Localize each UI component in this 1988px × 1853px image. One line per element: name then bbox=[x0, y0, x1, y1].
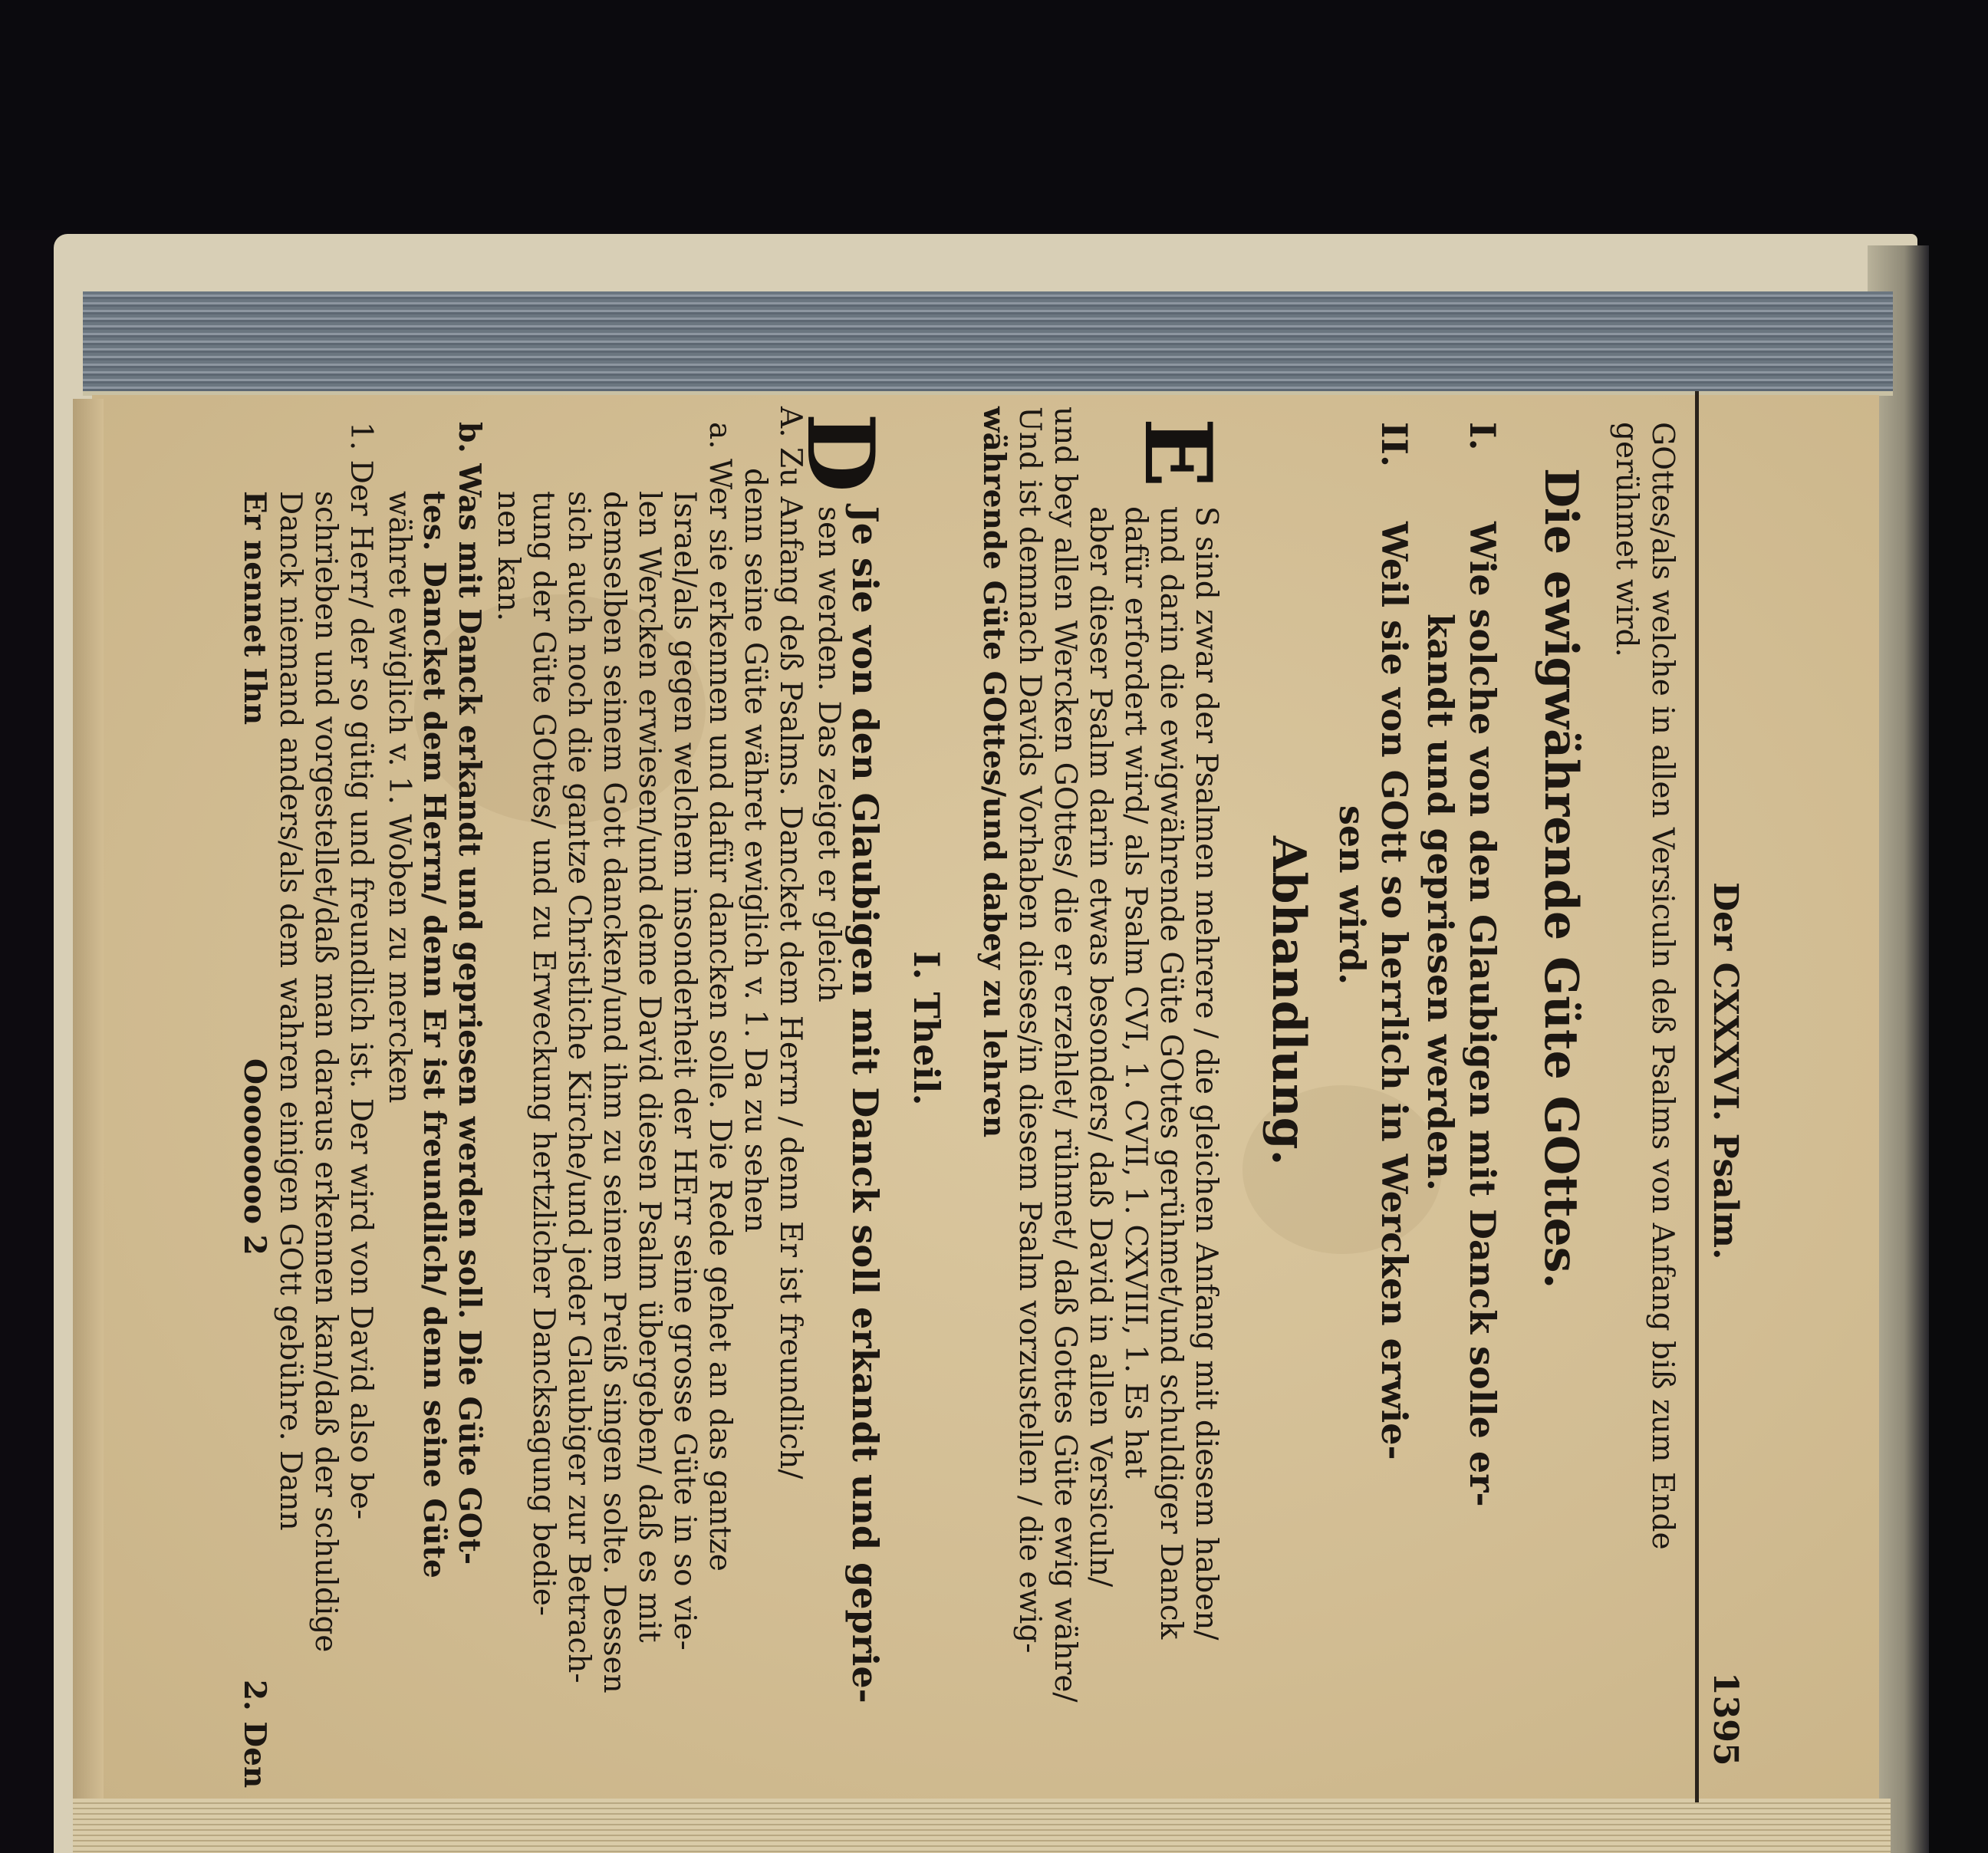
running-head bbox=[1691, 391, 1776, 1802]
catchword: 2. Den bbox=[237, 1680, 272, 1789]
theil-line: len Wercken erwiesen/und deme David diesen Psalm übergeben/ daß es mit bbox=[632, 491, 667, 1643]
abhandlung-line: dafür erfordert wird/ als Psalm CVI, 1. CVII, 1. CXVIII, 1. Es hat bbox=[1118, 506, 1153, 1479]
page-gutter bbox=[73, 399, 104, 1799]
theil-line: a. Wer sie erkennen und dafür dancken solle. Die Rede gehet an das gantze bbox=[703, 422, 737, 1572]
outline-numeral: I. bbox=[1462, 422, 1503, 451]
psalm-title: Der CXXXVI. Psalm. bbox=[1706, 882, 1745, 1260]
theil-line: A. Zu Anfang deß Psalms. Dancket dem Herrn / denn Er ist freundlich/ bbox=[773, 406, 808, 1479]
theil-line: Israel/als gegen welchem insonderheit der HErr seine grosse Güte in so vie- bbox=[667, 491, 702, 1651]
outline-line: sen wird. bbox=[1331, 805, 1373, 986]
theil-line: denn seine Güte währet ewiglich v. 1. Da zu sehen bbox=[738, 468, 772, 1233]
abhandlung-line: aber dieser Psalm darin etwas besonders/ daß David in allen Versiculn/ bbox=[1083, 506, 1117, 1588]
page-number: 1395 bbox=[1706, 1672, 1745, 1766]
abhandlung-line: und darin die ewigwährende Güte GOttes gerühmet/und schuldiger Danck bbox=[1154, 506, 1188, 1640]
abhandlung-line: und bey allen Wercken GOttes/ die er erzehlet/ rühmet/ daß Gottes Güte ewig währe/ bbox=[1048, 406, 1082, 1703]
abhandlung-line: währende Güte GOttes/und dabey zu lehren bbox=[976, 406, 1012, 1138]
theil-line: sen werden. Das zeiget er gleich bbox=[811, 506, 846, 1002]
page-block-edge bbox=[83, 291, 1893, 396]
part-heading: I. Theil. bbox=[906, 951, 947, 1106]
lower-page-edges bbox=[73, 1799, 1891, 1853]
theil-line: Je sie von den Glaubigen mit Danck soll erkandt und geprie- bbox=[844, 506, 886, 1703]
theil-line: demselben seinem Gott dancken/und ihm zu seinem Preiß singen solte. Dessen bbox=[597, 491, 631, 1693]
theil-line: tes. Dancket dem Herrn/ denn Er ist freundlich/ denn seine Güte bbox=[416, 491, 452, 1578]
intro-line: gerühmet wird. bbox=[1609, 422, 1644, 657]
theil-line: schrieben und vorgestellet/daß man daraus erkennen kan/daß der schuldige bbox=[308, 491, 343, 1653]
outline-line: Weil sie von GOtt so herrlich in Wercken erwie- bbox=[1374, 522, 1415, 1460]
abhandlung-line: Und ist demnach Davids Vorhaben dieses/in diesem Psalm vorzustellen / die ewig- bbox=[1012, 406, 1047, 1654]
theil-line: 1. Der Herr/ der so gütig und freundlich ist. Der wird von David also be- bbox=[344, 422, 378, 1520]
theil-line: nen kan. bbox=[491, 491, 525, 622]
signature-mark: Oooooooo 2 bbox=[237, 1058, 272, 1256]
main-heading: Die ewigwährende Güte GOttes. bbox=[1534, 468, 1588, 1289]
dropcap-d: D bbox=[786, 412, 894, 493]
section-heading: Abhandlung. bbox=[1262, 836, 1315, 1166]
theil-line: sich auch noch die gantze Christliche Kirche/und jeder Glaubiger zur Betrach- bbox=[561, 491, 596, 1683]
head-rule bbox=[1695, 391, 1699, 1802]
outline-line: Wie solche von den Glaubigen mit Danck solle er- bbox=[1462, 522, 1503, 1507]
theil-line: Er nennet Ihn bbox=[237, 491, 272, 726]
page-text bbox=[196, 391, 1776, 1802]
outline-numeral: II. bbox=[1374, 422, 1415, 468]
outline-line: kandt und gepriesen werden. bbox=[1420, 614, 1461, 1191]
dark-backdrop bbox=[0, 0, 1988, 230]
theil-line: b. Was mit Danck erkandt und gepriesen werden soll. Die Güte GOt- bbox=[452, 422, 487, 1565]
theil-line: tung der Güte GOttes/ und zu Erweckung hertzlicher Dancksagung bedie- bbox=[526, 491, 561, 1616]
intro-line: GOttes/als welche in allen Versiculn deß Psalms von Anfang biß zum Ende bbox=[1645, 422, 1680, 1550]
abhandlung-line: S sind zwar der Psalmen mehrere / die gleichen Anfang mit diesem haben/ bbox=[1189, 506, 1223, 1641]
dropcap-e: E bbox=[1124, 417, 1232, 488]
rotated-page-content bbox=[196, 391, 1776, 1802]
theil-line: Danck niemand anders/als dem wahren einigen GOtt gebühre. Dann bbox=[273, 491, 308, 1531]
theil-line: währet ewiglich v. 1. Woben zu mercken bbox=[382, 491, 416, 1104]
